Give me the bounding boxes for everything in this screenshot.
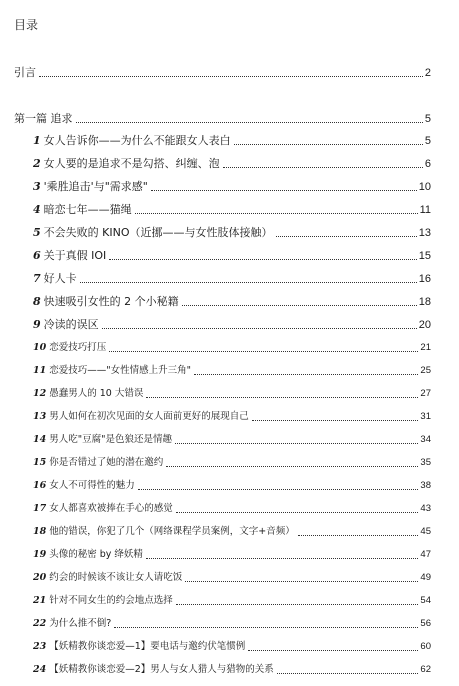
toc-entry-number: 4 [33,203,41,216]
toc-entry-page: 60 [420,641,431,652]
leader-dots [185,581,418,582]
toc-entry-number: 7 [33,272,41,285]
toc-entry-title: 不会失败的 KINO（近挪——与女性肢体接触） [43,226,273,239]
toc-entry-number: 6 [33,249,41,262]
toc-entry-title: 愚蠢男人的 10 大错误 [49,388,144,399]
toc-entry[interactable] [33,157,431,171]
leader-dots [175,443,418,444]
toc-entry-number: 23 [33,641,47,652]
leader-dots [109,259,416,260]
toc-entry-number: 13 [33,411,47,422]
toc-entry-title: 针对不同女生的约会地点选择 [49,595,173,606]
toc-entry-page: 56 [420,618,431,629]
toc-entry-title: 女人告诉你——为什么不能跟女人表白 [43,134,231,147]
toc-entry-title: '乘胜追击'与"需求感" [43,180,148,193]
toc-entry-title: 女人不可得性的魅力 [49,480,135,491]
toc-entry-page: 25 [420,365,431,376]
toc-entry-page: 18 [418,296,431,308]
toc-entry-page: 16 [418,273,431,285]
toc-entry-page: 5 [424,113,431,125]
toc-entry-number: 11 [33,365,47,376]
toc-entry[interactable] [33,226,431,240]
toc-entry-number: 1 [33,134,41,147]
leader-dots [176,512,419,513]
toc-entry-title: 冷读的误区 [43,318,99,331]
toc-entry-page: 54 [420,595,431,606]
toc-entry-title: 女人要的是追求不是勾搭、纠缠、泡 [43,157,220,170]
leader-dots [194,374,418,375]
toc-entry[interactable] [33,364,431,378]
toc-entry-page: 45 [420,526,431,537]
leader-dots [109,351,418,352]
toc-entry-title: 第一篇 追求 [14,112,73,125]
toc-entry[interactable] [33,318,431,332]
leader-dots [234,144,423,145]
toc-entry-title: 关于真假 IOI [43,249,107,262]
toc-entry[interactable] [33,341,431,355]
toc-entry[interactable] [33,479,431,493]
leader-dots [151,190,417,191]
toc-entry-page: 2 [424,67,431,79]
toc-entry-number: 2 [33,157,41,170]
toc-entry-page: 43 [420,503,431,514]
toc-entry-title: 暗恋七年——猫绳 [43,203,132,216]
leader-dots [146,397,418,398]
toc-entry-page: 35 [420,457,431,468]
toc-entry-title: 女人都喜欢被捧在手心的感觉 [49,503,173,514]
toc-entry[interactable] [33,548,431,562]
toc-entry-title: 快速吸引女性的 2 个小秘籍 [43,295,179,308]
toc-entry-page: 20 [418,319,431,331]
leader-dots [166,466,418,467]
toc-entry-number: 3 [33,180,41,193]
toc-title: 目录 [14,18,39,32]
leader-dots [298,535,419,536]
toc-entry-page: 62 [420,664,431,675]
toc-entry-number: 24 [33,664,47,675]
toc-entry-title: 男人如何在初次见面的女人面前更好的展现自己 [49,411,249,422]
toc-entry-page: 10 [418,181,431,193]
toc-entry[interactable] [33,134,431,148]
toc-entry[interactable] [33,410,431,424]
leader-dots [135,213,418,214]
toc-entry-title: 男人吃"豆腐"是色狼还是情趣 [49,434,172,445]
toc-entry-intro[interactable] [14,66,431,80]
leader-dots [182,305,417,306]
toc-entry-page: 6 [424,158,431,170]
toc-entry[interactable] [33,203,431,217]
toc-entry-page: 13 [418,227,431,239]
toc-entry-number: 18 [33,526,47,537]
toc-entry-number: 12 [33,388,47,399]
leader-dots [39,76,423,77]
leader-dots [248,650,418,651]
toc-entry-title: 【妖精教你谈恋爱—2】男人与女人猎人与猎物的关系 [49,664,274,675]
toc-entry-page: 49 [420,572,431,583]
toc-entry-number: 9 [33,318,41,331]
toc-entry[interactable] [33,295,431,309]
toc-entry-number: 15 [33,457,47,468]
toc-entry-number: 19 [33,549,47,560]
leader-dots [277,673,419,674]
leader-dots [146,558,418,559]
leader-dots [252,420,419,421]
toc-entry-title: 恋爱技巧打压 [49,342,107,353]
toc-entry[interactable] [33,502,431,516]
toc-entry-page: 27 [420,388,431,399]
toc-entry-number: 21 [33,595,47,606]
toc-entry-number: 20 [33,572,47,583]
leader-dots [102,328,417,329]
toc-entry-title: 头像的秘密 by 绛妖精 [49,549,143,560]
toc-entry-title: 引言 [14,66,36,79]
toc-entry[interactable] [33,387,431,401]
toc-entry-page: 38 [420,480,431,491]
toc-entry[interactable] [33,180,431,194]
leader-dots [80,282,417,283]
toc-entry-title: 为什么推不倒? [49,618,112,629]
toc-entry-number: 5 [33,226,41,239]
toc-entry-title: 他的错误，你犯了几个（网络课程学员案例，文字+音频） [49,526,295,537]
toc-entry-page: 21 [420,342,431,353]
toc-entry-title: 恋爱技巧——"女性情感上升三角" [49,365,191,376]
toc-entry-number: 16 [33,480,47,491]
toc-entry-title: 你是否错过了她的潜在邀约 [49,457,164,468]
toc-entry[interactable] [33,249,431,263]
leader-dots [223,167,423,168]
leader-dots [176,604,419,605]
toc-entry-page: 31 [420,411,431,422]
leader-dots [76,122,423,123]
toc-entry-page: 15 [418,250,431,262]
toc-entry-page: 11 [419,204,431,216]
toc-entry[interactable] [33,663,431,677]
toc-entry-page: 34 [420,434,431,445]
toc-entry-number: 22 [33,618,47,629]
leader-dots [138,489,419,490]
toc-entry-title: 约会的时候该不该让女人请吃饭 [49,572,183,583]
toc-entry-page: 5 [424,135,431,147]
toc-entry-number: 14 [33,434,47,445]
toc-entry[interactable] [33,617,431,631]
toc-entry[interactable] [33,433,431,447]
toc-entry[interactable] [33,640,431,654]
toc-entry[interactable] [33,525,431,539]
toc-entry[interactable] [33,594,431,608]
toc-entry-page: 47 [420,549,431,560]
leader-dots [276,236,417,237]
leader-dots [114,627,418,628]
toc-entry-title: 【妖精教你谈恋爱—1】要电话与邀约伏笔惯例 [49,641,246,652]
toc-entry[interactable] [33,571,431,585]
toc-entry-number: 17 [33,503,47,514]
toc-entry[interactable] [33,272,431,286]
toc-entry-number: 10 [33,342,47,353]
toc-entry-part-1[interactable] [14,112,431,126]
toc-entry-number: 8 [33,295,41,308]
toc-entry-title: 好人卡 [43,272,77,285]
toc-entry[interactable] [33,456,431,470]
